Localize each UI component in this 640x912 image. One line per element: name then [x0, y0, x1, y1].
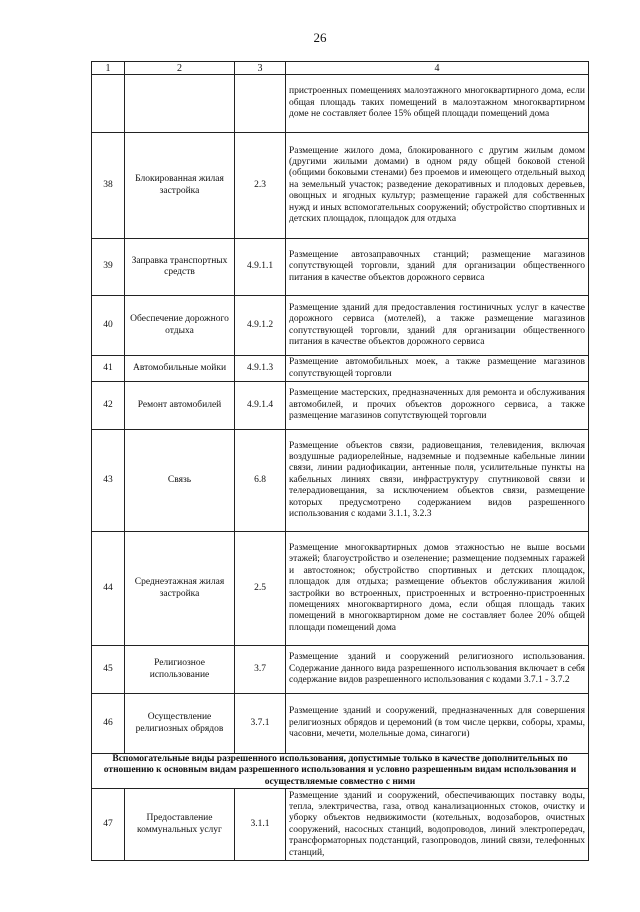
use-type-code: 6.8 — [235, 430, 286, 532]
use-type-code: 3.7.1 — [235, 694, 286, 754]
page-number: 26 — [313, 30, 327, 45]
use-type-description: Размещение мастерских, предназначенных для ремонта и обслуживания автомобилей, и прочих объектов дорожного сервиса, а также размещение магазинов сопутствующей торговли — [286, 382, 589, 430]
use-type-description: пристроенных помещениях малоэтажного многоквартирного дома, если общая площадь таких помещений в малоэтажном многоквартирном доме не составляет более 15% общей площади помещений дома — [286, 75, 589, 133]
use-type-name: Осуществление религиозных обрядов — [125, 694, 235, 754]
use-type-name: Блокированная жилая застройка — [125, 133, 235, 239]
table-row — [92, 296, 589, 356]
table-row — [92, 532, 589, 646]
section-title: Вспомогательные виды разрешенного использования, допустимые только в качестве дополнительных по отношению к основным видам разрешенного использования и условно разрешенным видам использования и осуществляемые совместно с ними — [92, 754, 589, 789]
use-type-description: Размещение автомобильных моек, а также размещение магазинов сопутствующей торговли — [286, 356, 589, 382]
table-header-row — [92, 62, 589, 75]
use-type-description: Размещение зданий и сооружений, предназначенных для совершения религиозных обрядов и церемоний (в том числе церкви, соборы, храмы, часовни, мечети, молельные дома, синагоги) — [286, 694, 589, 754]
use-type-description: Размещение объектов связи, радиовещания, телевидения, включая воздушные радиорелейные, надземные и подземные кабельные линии связи, линии радиофикации, антенные поля, усилительные пункты на кабельных линиях связи, инфраструктуру спутниковой связи и телерадиовещания, за исключением объектов связи, размещение которых предусмотрено содержанием видов разрешенного использования с кодами 3.1.1, 3.2.3 — [286, 430, 589, 532]
table-row — [92, 789, 589, 861]
row-number: 39 — [92, 239, 125, 296]
use-type-code: 2.3 — [235, 133, 286, 239]
row-number: 42 — [92, 382, 125, 430]
use-type-name: Заправка транспортных средств — [125, 239, 235, 296]
table-row — [92, 430, 589, 532]
table-row — [92, 133, 589, 239]
table-row — [92, 382, 589, 430]
use-type-description: Размещение автозаправочных станций; размещение магазинов сопутствующей торговли, зданий для организации общественного питания в качестве объектов дорожного сервиса — [286, 239, 589, 296]
use-type-name: Ремонт автомобилей — [125, 382, 235, 430]
use-type-code: 4.9.1.1 — [235, 239, 286, 296]
column-header: 3 — [235, 62, 286, 75]
use-type-code: 2.5 — [235, 532, 286, 646]
row-number: 44 — [92, 532, 125, 646]
table-row — [92, 356, 589, 382]
row-number: 41 — [92, 356, 125, 382]
use-type-description: Размещение зданий и сооружений, обеспечивающих поставку воды, тепла, электричества, газа, отвод канализационных стоков, очистку и уборку объектов недвижимости (котельных, водозаборов, очистных сооружений, насосных станций, водопроводов, линий электропередач, трансформаторных подстанций, газопроводов, линий связи, телефонных станций, — [286, 789, 589, 861]
use-type-description: Размещение многоквартирных домов этажностью не выше восьми этажей; благоустройство и озеленение; размещение подземных гаражей и автостоянок; обустройство спортивных и детских площадок, площадок для отдыха; размещение объектов обслуживания жилой застройки во встроенных, пристроенных и встроенно-пристроенных помещениях многоквартирного дома, если общая площадь таких помещений в многоквартирном доме не составляет более 20% общей площади помещений дома — [286, 532, 589, 646]
use-type-code: 3.7 — [235, 646, 286, 694]
row-number: 38 — [92, 133, 125, 239]
row-number: 40 — [92, 296, 125, 356]
use-type-name: Религиозное использование — [125, 646, 235, 694]
use-type-code — [235, 75, 286, 133]
table-row — [92, 239, 589, 296]
table-row — [92, 75, 589, 133]
section-header-row — [92, 754, 589, 789]
row-number: 46 — [92, 694, 125, 754]
use-type-description: Размещение зданий для предоставления гостиничных услуг в качестве дорожного сервиса (мотелей), а также размещение магазинов сопутствующей торговли, зданий для организации общественного питания в качестве объектов дорожного сервиса — [286, 296, 589, 356]
use-type-name: Связь — [125, 430, 235, 532]
row-number: 47 — [92, 789, 125, 861]
table-row — [92, 694, 589, 754]
use-type-name: Предоставление коммунальных услуг — [125, 789, 235, 861]
row-number: 43 — [92, 430, 125, 532]
column-header: 2 — [125, 62, 235, 75]
use-type-code: 4.9.1.2 — [235, 296, 286, 356]
use-type-code: 4.9.1.3 — [235, 356, 286, 382]
use-type-name: Среднеэтажная жилая застройка — [125, 532, 235, 646]
row-number: 45 — [92, 646, 125, 694]
column-header: 4 — [286, 62, 589, 75]
use-type-description: Размещение жилого дома, блокированного с другим жилым домом (другими жилыми домами) в одном ряду общей боковой стеной (общими боковыми стенами) без проемов и имеющего отдельный выход на земельный участок; разведение декоративных и плодовых деревьев, овощных и ягодных культур; размещение гаражей для собственных нужд и иных вспомогательных сооружений; обустройство спортивных и детских площадок, площадок для отдыха — [286, 133, 589, 239]
use-type-name: Обеспечение дорожного отдыха — [125, 296, 235, 356]
use-type-description: Размещение зданий и сооружений религиозного использования. Содержание данного вида разрешенного использования включает в себя содержание видов разрешенного использования с кодами 3.7.1 - 3.7.2 — [286, 646, 589, 694]
use-type-name — [125, 75, 235, 133]
row-number — [92, 75, 125, 133]
use-type-code: 4.9.1.4 — [235, 382, 286, 430]
table-row — [92, 646, 589, 694]
use-type-name: Автомобильные мойки — [125, 356, 235, 382]
land-use-table — [91, 61, 589, 861]
use-type-code: 3.1.1 — [235, 789, 286, 861]
column-header: 1 — [92, 62, 125, 75]
